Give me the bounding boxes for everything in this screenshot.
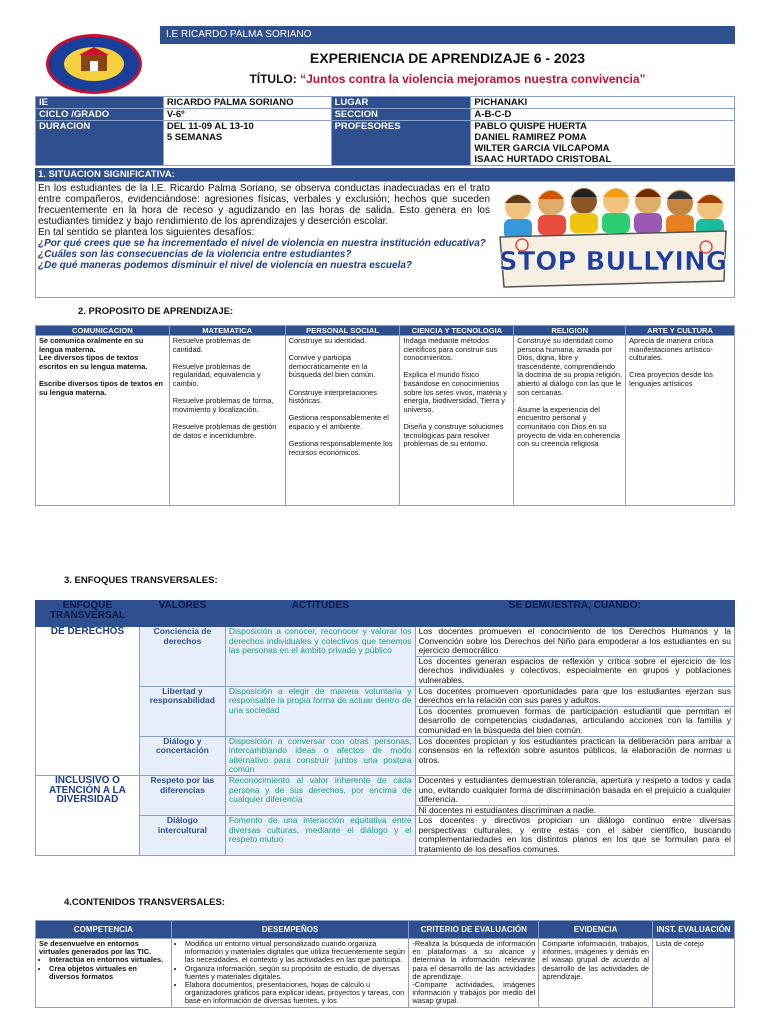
competencia-main: Se desenvuelve en entornos virtuales generados por las TIC. xyxy=(39,939,152,957)
col-instrumento: INST. EVALUACIÓN xyxy=(653,921,735,939)
page-subtitle xyxy=(160,72,735,86)
lugar-label: LUGAR xyxy=(331,97,471,109)
school-bar: I.E RICARDO PALMA SORIANO xyxy=(160,26,735,44)
competencia-item: Construye su identidad como persona humana, amada por Dios, digna, libre y trascendente, comprendiendo la doctrina de su propia religión, abierto al diálogo con las que le son cercanas. xyxy=(517,336,623,397)
actitud-cell: Disposición a conversar con otras personas, intercambiando ideas o afectos de modo alternativo para construir juntos una postura común xyxy=(225,736,415,775)
demuestra-cell: Los docentes y directivos propician un diálogo continuo entre diversas perspectivas culturales, y entre estas con el saber científico, buscando complementariedades en los distintos planos en los que se formulan para el tratamiento de los desafíos comunes. xyxy=(415,816,734,855)
proposito-heading: 2. PROPOSITO DE APRENDIZAJE: xyxy=(78,306,234,317)
seccion-label: SECCION xyxy=(331,109,471,121)
competencia-item: Resuelve problemas de forma, movimiento y localización. xyxy=(172,396,274,414)
competencia-item: Indaga mediante métodos científicos para construir sus conocimientos. xyxy=(403,336,498,363)
col-religion: RELIGION xyxy=(514,326,626,336)
seccion-value: A-B-C-D xyxy=(471,109,735,121)
banner-text: STOP BULLYING xyxy=(498,247,728,277)
subtitle-label: TÍTULO: xyxy=(249,72,297,86)
duracion-dates: DEL 11-09 AL 13-10 xyxy=(166,121,254,132)
situacion-question-1: ¿Por qué crees que se ha incrementado el nivel de violencia en nuestra institución educativa? xyxy=(38,238,486,249)
demuestra-item: Ni docentes ni estudiantes discriminan a nadie. xyxy=(418,804,597,815)
desempeno-item: • Modifica un entorno virtual personalizado cuando organiza información y materiales digitales que utiliza frecuentemente según las necesidades, el contexto y las actividades en las que participa. xyxy=(185,940,406,965)
situacion-intro: En tal sentido se plantea los siguientes desafíos: xyxy=(38,227,255,238)
competencia-item: Lee diversos tipos de textos escritos en su lengua materna. xyxy=(39,353,148,371)
demuestra-item: Los docentes promueven oportunidades para que los estudiantes ejerzan sus derechos en la relación con sus pares y adultos. xyxy=(416,687,734,707)
col-comunicacion: COMUNICACION xyxy=(36,326,170,336)
col-ciencia: CIENCIA Y TECNOLOGIA xyxy=(400,326,514,336)
situacion-text xyxy=(38,183,490,271)
enfoques-heading: 3. ENFOQUES TRANSVERSALES: xyxy=(64,575,218,586)
page-title: EXPERIENCIA DE APRENDIZAJE 6 - 2023 xyxy=(309,50,586,66)
criterio-cell xyxy=(409,939,539,1008)
col-demuestra: SE DEMUESTRA, CUANDO: xyxy=(415,601,734,627)
criterio-item: -Comparte actividades, imágenes información y trabajos por medio del wasap grupal. xyxy=(412,980,536,1006)
situacion-question-3: ¿De qué maneras podemos disminuir el nivel de violencia en nuestra escuela? xyxy=(38,260,413,271)
desempeno-item: • Organiza información, según su propósito de estudio, de diversas fuentes y materiales digitales. xyxy=(185,965,406,981)
competencia-item: Explica el mundo físico basándose en conocimientos sobre los seres vivos, materia y energía, biodiversidad, Tierra y universo. xyxy=(403,370,507,414)
col-personal-social: PERSONAL SOCIAL xyxy=(285,326,400,336)
subtitle-text: “Juntos contra la violencia mejoramos nuestra convivencia” xyxy=(300,72,646,86)
actitud-cell: Reconocimiento al valor inherente de cada persona y de sus derechos, por encima de cualquier diferencia xyxy=(225,775,415,815)
stop-bullying-illustration xyxy=(496,185,730,293)
capacidad-item: • Interactúa en entornos virtuales. xyxy=(49,956,168,964)
col-arte: ARTE Y CULTURA xyxy=(626,326,735,336)
valor-cell: Respeto por las diferencias xyxy=(139,775,225,815)
competencia-item: Construye interpretaciones históricas. xyxy=(288,387,377,406)
demuestra-item: Los docentes promueven el conocimiento de los Derechos Humanos y la Convención sobre los Derechos del Niño para empoderar a los estudiantes en su ejercicio democrático xyxy=(416,627,734,657)
demuestra-item: Los docentes generan espacios de reflexión y crítica sobre el ejercicio de los derechos individuales y colectivos, especialmente en grupos y poblaciones vulnerables. xyxy=(418,655,731,685)
profesores-label: PROFESORES xyxy=(331,121,471,166)
col-valores: VALORES xyxy=(139,601,225,627)
competencia-item: Escribe diversos tipos de textos en su lengua materna. xyxy=(39,378,164,397)
actitud-cell: Disposición a elegir de manera voluntaria y responsable la propia forma de actuar dentro de una sociedad xyxy=(225,686,415,736)
valor-cell: Diálogo intercultural xyxy=(139,816,225,855)
competencia-item: Construye su identidad. xyxy=(288,336,367,345)
demuestra-cell: Los docentes propician y los estudiantes practican la deliberación para arribar a consensos en la reflexión sobre asuntos públicos, la elaboración de normas u otros. xyxy=(415,736,734,775)
competencia-item: Aprecia de manera crítica manifestaciones artístico-culturales. xyxy=(629,336,714,363)
lugar-value: PICHANAKI xyxy=(471,97,735,109)
duracion-weeks: 5 SEMANAS xyxy=(166,132,223,143)
comunicacion-cell xyxy=(36,336,170,506)
ciencia-cell xyxy=(400,336,514,506)
competencia-item: Convive y participa democráticamente en la búsqueda del bien común. xyxy=(288,353,376,380)
situacion-heading: 1. SITUACION SIGNIFICATIVA: xyxy=(35,168,735,181)
enfoque-derechos: DE DERECHOS xyxy=(36,627,140,776)
demuestra-item: Los docentes promueven formas de participación estudiantil que permitan el desarrollo de competencias ciudadanas, articulando acciones con la familia y comunidad en la búsqueda del bien común. xyxy=(418,705,731,735)
instrumento-cell: Lista de cotejo xyxy=(653,939,735,1008)
school-logo xyxy=(46,34,142,94)
profesor: WILTER GARCIA VILCAPOMA xyxy=(474,143,610,154)
col-criterio: CRITERIO DE EVALUACIÓN xyxy=(409,921,539,939)
col-competencia: COMPETENCIA xyxy=(36,921,172,939)
demuestra-cell xyxy=(415,627,734,687)
personal-cell xyxy=(285,336,400,506)
competencia-item: Crea proyectos desde los lenguajes artísticos xyxy=(629,370,713,388)
competencia-item: Resuelve problemas de gestión de datos e incertidumbre. xyxy=(172,421,277,440)
competencia-item: Asume la experiencia del encuentro personal y comunitario con Dios en su proyecto de vida en coherencia con su creencia religiosa xyxy=(517,404,621,449)
valor-cell: Libertad y responsabilidad xyxy=(139,686,225,736)
duracion-label: DURACION xyxy=(36,121,164,166)
actitud-cell: Fomento de una interacción equitativa entre diversas culturas, mediante el diálogo y el respeto mutuo xyxy=(225,816,415,855)
competencia-item: Gestiona responsablemente el espacio y el ambiente. xyxy=(288,413,389,431)
valor-cell: Conciencia de derechos xyxy=(139,627,225,687)
matematica-cell xyxy=(169,336,285,506)
enfoque-inclusivo: INCLUSIVO O ATENCIÓN A LA DIVERSIDAD xyxy=(36,775,140,855)
demuestra-cell xyxy=(415,775,734,815)
demuestra-cell xyxy=(415,686,734,736)
contenidos-heading: 4.CONTENIDOS TRANSVERSALES: xyxy=(64,897,225,908)
ie-value: RICARDO PALMA SORIANO xyxy=(163,97,331,109)
profesor: PABLO QUISPE HUERTA xyxy=(474,121,588,132)
competencia-cell xyxy=(36,939,172,1008)
situacion-question-2: ¿Cuáles son las consecuencias de la violencia entre estudiantes? xyxy=(38,249,352,260)
ie-label: IE xyxy=(36,97,164,109)
profesor: DANIEL RAMIREZ POMA xyxy=(474,132,587,143)
competencia-item: Gestiona responsablemente los recursos económicos. xyxy=(288,439,393,457)
competencia-item: Resuelve problemas de regularidad, equivalencia y cambio. xyxy=(172,361,261,388)
ciclo-label: CICLO /GRADO xyxy=(36,109,164,121)
enfoques-table xyxy=(35,600,735,856)
col-evidencia: EVIDENCIA xyxy=(539,921,653,939)
valor-cell: Diálogo y concertación xyxy=(139,736,225,775)
col-matematica: MATEMATICA xyxy=(169,326,285,336)
col-actitudes: ACTITUDES xyxy=(225,601,415,627)
religion-cell xyxy=(514,336,626,506)
situacion-paragraph: En los estudiantes de la I.E. Ricardo Palma Soriano, se observa conductas inadecuadas en el trato entre compañeros, evidenciándose: agresiones físicas, verbales y exclusión; hechos que suceden frecuentemente en la hora de receso y agudizando en las horas de salida. Esto genera en los estudiantes timidez y bajo rendimiento de los aprendizajes y deserción escolar. xyxy=(38,183,490,227)
competencia-item: Resuelve problemas de cantidad. xyxy=(172,336,251,354)
demuestra-item: Docentes y estudiantes demuestran tolerancia, apertura y respeto a todos y cada uno, evitando cualquier forma de discriminación basada en el prejuicio a cualquier diferencia. xyxy=(416,776,734,806)
ciclo-value: V-6º xyxy=(163,109,331,121)
competencia-item: Diseña y construye soluciones tecnológicas para resolver problemas de su entorno. xyxy=(403,421,504,449)
contenidos-table xyxy=(35,920,735,1008)
capacidad-item: • Crea objetos virtuales en diversos formatos xyxy=(49,965,168,981)
col-enfoque: ENFOQUE TRANSVERSAL xyxy=(36,601,140,627)
info-table xyxy=(35,96,735,166)
col-desempenos: DESEMPEÑOS xyxy=(171,921,409,939)
profesor: ISAAC HURTADO CRISTOBAL xyxy=(474,154,612,165)
competencia-item: Se comunica oralmente en su lengua materna. xyxy=(39,336,144,354)
arte-cell xyxy=(626,336,735,506)
desempenos-cell xyxy=(171,939,409,1008)
profesores-list xyxy=(471,121,735,166)
criterio-item: -Realiza la búsqueda de información en plataformas a su alcance y determina la información relevante para el desarrollo de las actividades de aprendizaje. xyxy=(412,939,536,981)
proposito-table xyxy=(35,325,735,506)
evidencia-cell: Comparte información, trabajos, informes, imágenes y demás en el wasap grupal de acuerdo al desarrollo de las actividades de aprendizaje. xyxy=(539,939,653,1008)
desempeno-item: • Elabora documentos, presentaciones, hojas de cálculo u organizadores gráficos para explicar ideas, proyectos y tareas, con base en información de diversas fuentes, y los xyxy=(185,981,406,1006)
duracion-value xyxy=(163,121,331,166)
actitud-cell: Disposición a conocer, reconocer y valorar los derechos individuales y colectivos que tenemos las personas en el ámbito privado y público xyxy=(225,627,415,687)
